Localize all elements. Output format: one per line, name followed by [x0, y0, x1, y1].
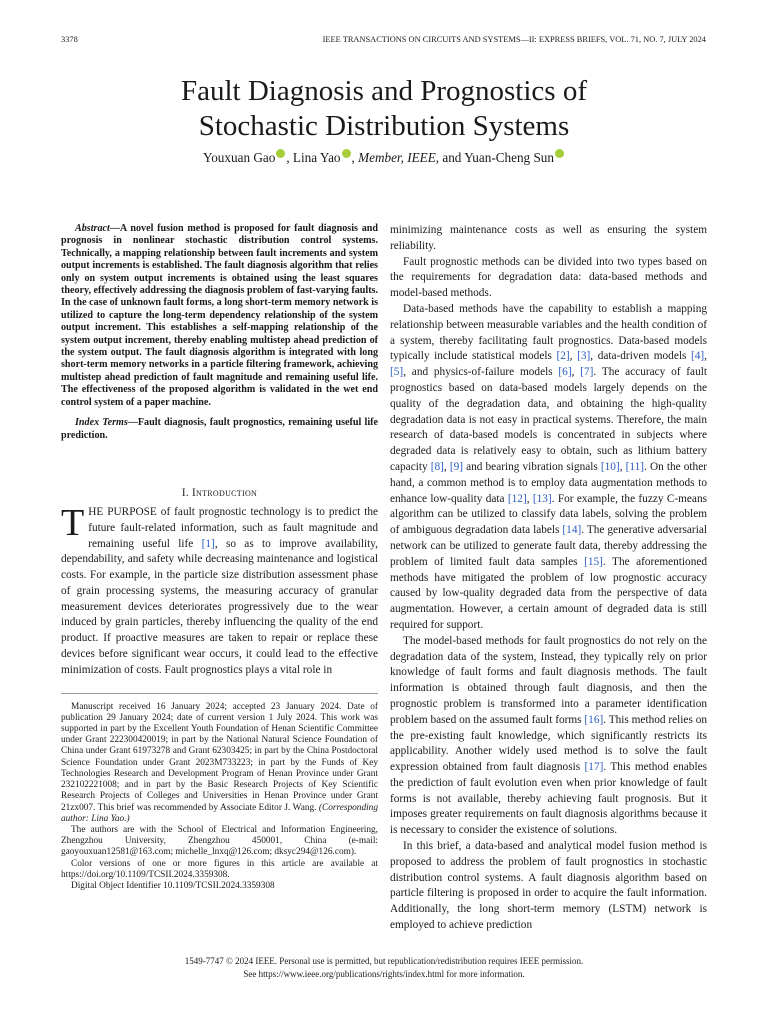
body-paragraph [390, 302, 707, 634]
body-text: . This method enables the prediction of fault evolution even when prior knowledge of fault forms is not available, thereby achieving fault prognosis. But it imposes greater requirements on fault diagnosis algorithms because it is necessary to consider the existence of solutions. [390, 761, 708, 837]
rights-link[interactable]: See https://www.ieee.org/publications/rights/index.html for more information. [243, 968, 525, 979]
citation-link[interactable]: [8] [430, 460, 444, 473]
abstract-lead: Abstract [75, 223, 110, 234]
corresponding-author: (Corresponding author: Lina Yao.) [61, 802, 378, 824]
footnote-affiliation: The authors are with the School of Electrical and Information Engineering, Zhengzhou University, Zhengzhou 450001, China (e-mail: gaoyouxuan12581@163.com; michelle_lnxq@126.com; dksyc294@126.com). [61, 824, 378, 858]
body-text: Data-based methods have the capability to establish a mapping relationship between measurable variables and the health condition of a system, thereby facilitating fault prognostics. Data-based models typically include statistical models [390, 302, 707, 363]
citation-link[interactable]: [14] [562, 524, 582, 537]
body-text: . For example, the fuzzy C-means algorithm can be utilized to classify data labels, solving the problem of ambiguous degradation data labels [390, 492, 707, 537]
body-text: , [704, 350, 707, 363]
body-text: and bearing vibration signals [463, 460, 601, 473]
citation-link[interactable]: [15] [584, 555, 603, 568]
author-2-membership: Member, IEEE, [358, 150, 440, 165]
footnote-color-figures: Color versions of one or more figures in this article are available at https://doi.org/10.1109/TCSII.2024.3359308. [61, 858, 378, 880]
index-terms [61, 417, 378, 442]
abstract-text: —A novel fusion method is proposed for fault diagnosis and prognosis in nonlinear stochastic distribution control systems. Technically, a mapping relationship between fault increments and system output increments is established. The fault diagnosis algorithm that relies only on system output increments is obtained using the least squares theory, effectively addressing the diagnosis problem of fast-varying faults. In the case of unknown fault forms, a long short-term memory network is utilized to capture the long-term dependency relationship of the system output increment. This establishes a self-mapping relationship of the system output increment, thereby enabling multistep ahead prediction of the system output. The fault diagnosis algorithm is integrated with long short-term memory networks in a particle filtering framework, achieving multistep ahead prediction of fault magnitude and remaining useful life. The effectiveness of the proposed algorithm is validated in the wet end control system of a paper machine. [61, 223, 379, 408]
copyright-footer [0, 955, 768, 980]
body-text: . The generative adversarial network can be utilized to generate fault data, thereby addressing the problem of limited fault data samples [390, 524, 707, 568]
orcid-icon[interactable] [276, 149, 285, 158]
section-heading-introduction [61, 487, 378, 499]
footnote-text: Manuscript received 16 January 2024; accepted 23 January 2024. Date of publication 29 January 2024; date of current version 1 July 2024. This work was supported in part by the Excellent Youth Foundation of Henan Scientific Committee under Grant 222300420019; in part by the National Natural Science Foundation of China under Grant 61973278 and Grant 62303425; in part by the China Postdoctoral Science Foundation under Grant 2023M733223; in part by the Funds of Key Technologies Research and Development Program of Henan Province under Grant 232102221008; and in part by the Basic Research Projects of Key Scientific Research Projects of Colleges and Universities in Henan Province under Grant 21zx007. This brief was recommended by Associate Editor J. Wang. [61, 701, 378, 813]
body-text: , [569, 350, 578, 363]
section-title: Introduction [192, 486, 258, 499]
left-column [61, 223, 378, 892]
citation-link[interactable]: [12] [507, 492, 527, 505]
copyright-line: 1549-7747 © 2024 IEEE. Personal use is permitted, but republication/redistribution requires IEEE permission. [184, 956, 584, 966]
body-text: , data-driven models [590, 350, 691, 363]
body-paragraph: Fault prognostic methods can be divided into two types based on the requirements for degradation data: data-based methods and model-based methods. [390, 255, 707, 300]
footnote-doi: Digital Object Identifier 10.1109/TCSII.2024.3359308 [71, 880, 275, 891]
index-terms-lead: Index Terms [75, 417, 128, 429]
citation-link[interactable]: [2] [556, 350, 570, 363]
section-number: I. [181, 486, 189, 499]
footnote-divider [61, 693, 378, 694]
intro-paragraph [61, 501, 378, 679]
orcid-icon[interactable] [342, 149, 351, 158]
paper-title [0, 74, 768, 144]
citation-link[interactable]: [6] [558, 366, 572, 379]
orcid-icon[interactable] [555, 149, 564, 158]
citation-link[interactable]: [7] [580, 366, 594, 379]
page-number: 3378 [61, 35, 78, 44]
index-terms-text: —Fault diagnosis, fault prognostics, remaining useful life prediction. [61, 417, 378, 441]
body-text: . On the other hand, a common method is to employ data augmentation methods to enhance low-quality data [390, 460, 707, 505]
body-text: , [443, 460, 450, 473]
abstract [61, 223, 378, 409]
citation-link[interactable]: [13] [532, 492, 552, 505]
body-text: , [619, 460, 626, 473]
drop-cap: T [61, 501, 85, 544]
body-text: . This method relies on the pre-existing fault knowledge, which significantly restricts its applicability. Another widely used method is to solve the fault expression obtained from fault diagnosis [390, 713, 707, 774]
intro-text: , so as to improve availability, dependability, and safety while decreasing maintenance and logistical costs. For example, in the particle size distribution assessment phase of grain processing systems, the measuring accuracy of granular measurement devices deteriorates progressively due to the wear induced by grain particles, thereby influencing the quality of the end product. If proactive measures are taken to repair or replace these devices before significant wear occurs, it could lead to the effective minimization of costs. Fault prognostics plays a vital role in [61, 537, 378, 676]
body-paragraph: minimizing maintenance costs as well as ensuring the system reliability. [390, 224, 707, 252]
journal-header: IEEE TRANSACTIONS ON CIRCUITS AND SYSTEMS—II: EXPRESS BRIEFS, VOL. 71, NO. 7, JULY 2024 [322, 35, 706, 44]
body-paragraph [390, 634, 707, 839]
citation-link[interactable]: [11] [625, 460, 645, 473]
body-text: , [526, 492, 533, 505]
title-line-2: Stochastic Distribution Systems [198, 110, 570, 142]
title-line-1: Fault Diagnosis and Prognostics of [181, 75, 587, 107]
citation-link[interactable]: [1] [201, 537, 215, 550]
author-3: Yuan-Cheng Sun [464, 150, 554, 165]
body-paragraph: In this brief, a data-based and analytical model fusion method is proposed to address the problem of fault prognostics in stochastic distribution control systems. A fault diagnosis algorithm based on particle filtering is proposed in order to acquire the fault information. Additionally, the long short-term memory (LSTM) network is employed to achieve prediction [390, 840, 707, 932]
citation-link[interactable]: [9] [449, 460, 464, 473]
intro-text: of fault prognostic technology is to predict the future fault-related information, such as fault magnitude and remaining useful life [88, 505, 378, 550]
citation-link[interactable]: [5] [390, 366, 404, 379]
citation-link[interactable]: [16] [584, 713, 604, 726]
intro-first-words: HE PURPOSE [88, 505, 157, 518]
body-text: , [571, 366, 581, 379]
citation-link[interactable]: [4] [690, 350, 705, 363]
body-text: , and physics-of-failure models [403, 366, 559, 379]
citation-link[interactable]: [10] [600, 460, 620, 473]
citation-link[interactable]: [3] [577, 350, 591, 363]
author-2: Lina Yao [292, 150, 341, 165]
author-1: Youxuan Gao [203, 150, 276, 165]
citation-link[interactable]: [17] [584, 761, 604, 774]
body-text: . The aforementioned methods have mitigated the problem of low prognostic accuracy caused by low-quality degraded data from the perspective of data augmentation. However, a certain amount of degraded data is still required for support. [390, 555, 708, 631]
body-text: . The accuracy of fault prognostics based on data-based models largely depends on the quality of the degradation data, and obtaining the high-quality degradation data is not easy in practical systems. Therefore, the main research of data-based models is concentrated in subjects where degraded data is relatively easy to obtain, such as lithium battery capacity [390, 366, 707, 473]
footnote-manuscript [61, 702, 378, 825]
right-column [390, 223, 707, 934]
body-text: The model-based methods for fault prognostics do not rely on the degradation data of the system, Instead, they typically rely on prior knowledge of fault forms and fault diagnosis methods. The fault information is obtained through fault diagnosis, and then the prognostic problem is transformed into a parameter identification problem based on the assumed fault forms [390, 634, 707, 726]
author-list: Youxuan Gao , Lina Yao , Member, IEEE, and Yuan-Cheng Sun [0, 150, 768, 166]
